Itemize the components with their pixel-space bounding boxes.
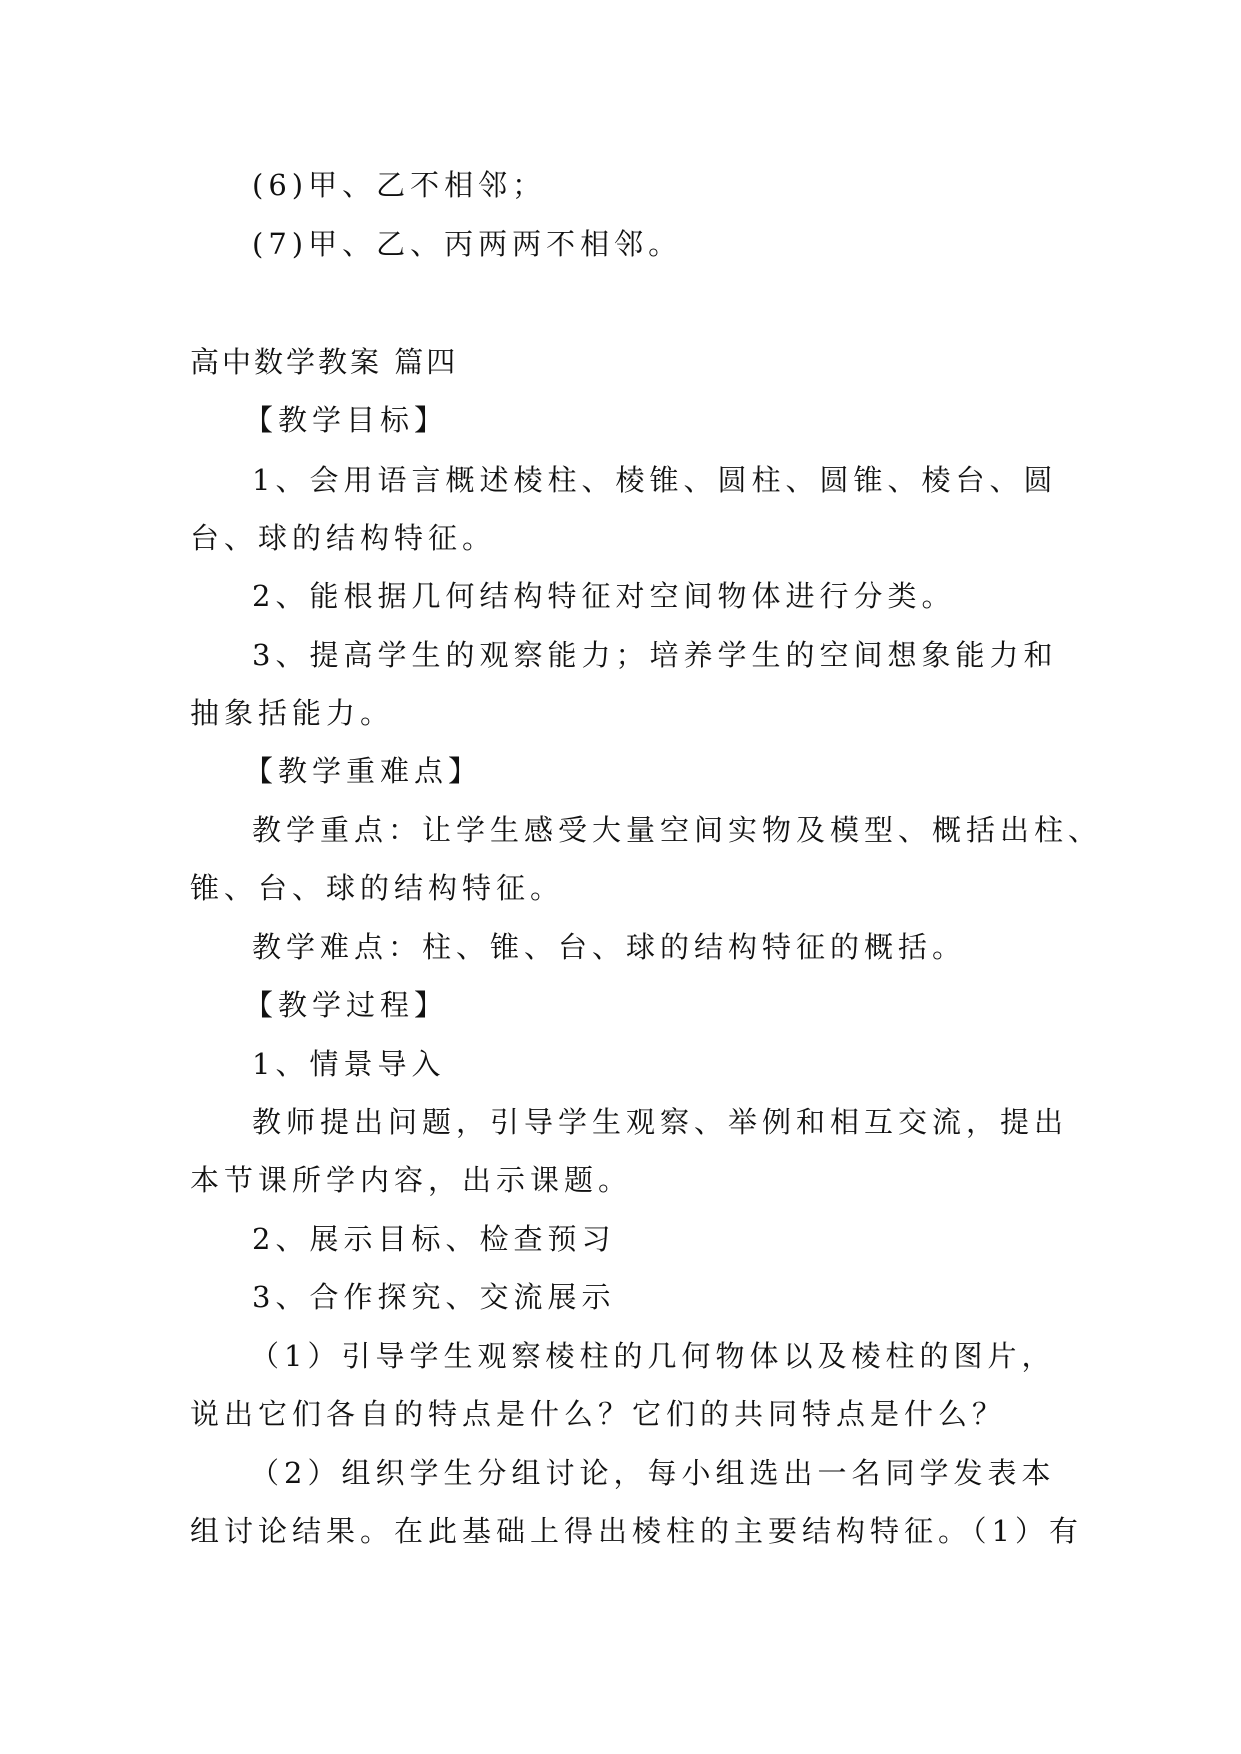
paragraph-step-2: 2、展示目标、检查预习 <box>252 1222 616 1256</box>
heading-teaching-goals: 【教学目标】 <box>244 403 449 437</box>
paragraph-sub-1-cont: 说出它们各自的特点是什么？它们的共同特点是什么？ <box>190 1397 1007 1431</box>
paragraph-key-point-cont: 锥、台、球的结构特征。 <box>190 871 565 905</box>
list-item-6: (6)甲、乙不相邻； <box>252 168 547 202</box>
paragraph-goal-1-cont: 台、球的结构特征。 <box>190 521 497 555</box>
paragraph-step-1: 1、情景导入 <box>252 1047 446 1081</box>
paragraph-goal-1: 1、会用语言概述棱柱、棱锥、圆柱、圆锥、棱台、圆 <box>252 463 1058 497</box>
paragraph-goal-3: 3、提高学生的观察能力；培养学生的空间想象能力和 <box>252 638 1058 672</box>
paragraph-goal-3-cont: 抽象括能力。 <box>190 696 395 730</box>
paragraph-sub-1: （1）引导学生观察棱柱的几何物体以及棱柱的图片， <box>250 1339 1056 1373</box>
paragraph-difficulty: 教学难点：柱、锥、台、球的结构特征的概括。 <box>252 930 967 964</box>
paragraph-step-3: 3、合作探究、交流展示 <box>252 1280 616 1314</box>
paragraph-sub-2: （2）组织学生分组讨论，每小组选出一名同学发表本 <box>250 1456 1056 1490</box>
section-title: 高中数学教案 篇四 <box>190 345 459 379</box>
paragraph-step-1-detail: 教师提出问题，引导学生观察、举例和相互交流，提出 <box>252 1105 1069 1139</box>
list-item-7: (7)甲、乙、丙两两不相邻。 <box>252 227 683 261</box>
paragraph-step-1-detail-cont: 本节课所学内容，出示课题。 <box>190 1163 633 1197</box>
paragraph-sub-2-cont: 组讨论结果。在此基础上得出棱柱的主要结构特征。（1）有 <box>190 1514 1083 1548</box>
heading-teaching-process: 【教学过程】 <box>244 988 449 1022</box>
paragraph-key-point: 教学重点：让学生感受大量空间实物及模型、概括出柱、 <box>252 813 1103 847</box>
heading-key-points: 【教学重难点】 <box>244 754 483 788</box>
paragraph-goal-2: 2、能根据几何结构特征对空间物体进行分类。 <box>252 579 956 613</box>
